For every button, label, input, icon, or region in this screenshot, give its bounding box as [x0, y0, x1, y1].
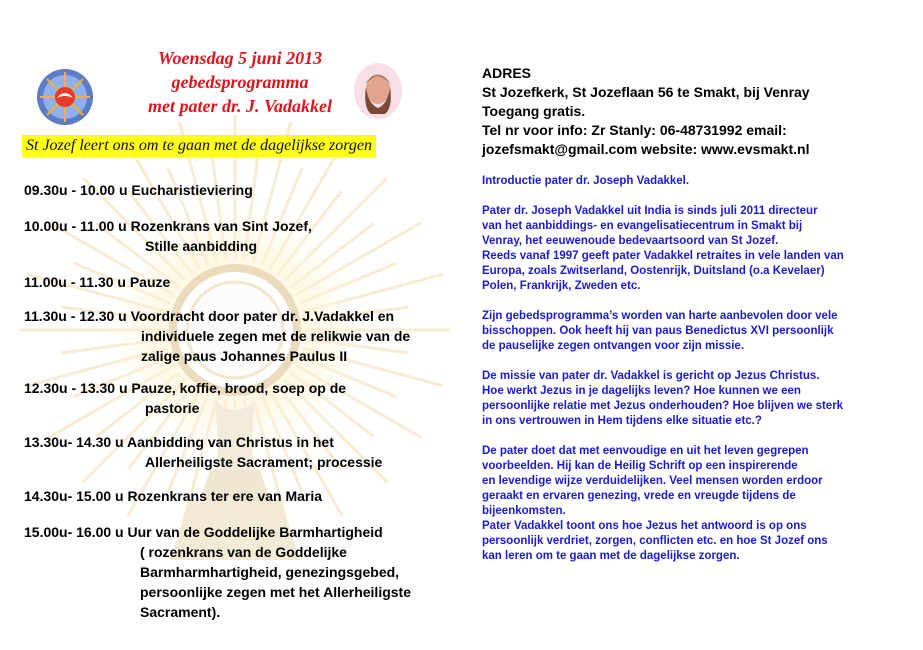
schedule-item: 11.30u - 12.30 u Voordracht door pater dr. J.Vadakkel en individuele zegen met de relikwie van de zalige paus Johannes Paulus II [24, 308, 411, 364]
title-line-date: Woensdag 5 juni 2013 [157, 48, 323, 68]
address-heading: ADRES [482, 65, 532, 81]
schedule-item: 13.30u- 14.30 u Aanbidding van Christus in het Allerheiligste Sacrament; processie [24, 434, 383, 470]
holy-spirit-emblem-icon [36, 68, 94, 126]
address-block [482, 64, 902, 159]
address-line: Toegang gratis. [482, 103, 586, 119]
introduction-text [482, 174, 912, 579]
schedule-item: 14.30u- 15.00 u Rozenkrans ter ere van Maria [24, 488, 323, 504]
address-line: St Jozefkerk, St Jozeflaan 56 te Smakt, bij Venray [482, 84, 810, 100]
intro-heading: Introductie pater dr. Joseph Vadakkel. [482, 175, 690, 187]
schedule-item: 15.00u- 16.00 u Uur van de Goddelijke Barmhartigheid ( rozenkrans van de Goddelijke Barmharmhartigheid, genezingsgebed, persoonlijke zegen met het Allerheiligste Sacrament). [24, 524, 411, 620]
schedule-item: 11.00u - 11.30 u Pauze [24, 274, 171, 290]
intro-paragraph: De pater doet dat met eenvoudige en uit het leven gegrepen voorbeelden. Hij kan de Heilig Schrift op een inspirerende en levendige wijze verduidelijken. Veel mensen worden erdoor geraakt en ervaren genezing, vrede en vreugde tijdens de bijeenkomsten. Pater Vadakkel toont ons hoe Jezus het antwoord is op ons persoonlijk verdriet, zorgen, conflicten etc. en hoe St Jozef ons kan leren om te gaan met de dagelijkse zorgen. [482, 445, 828, 562]
contact-line: Tel nr voor info: Zr Stanly: 06-48731992 email: [482, 122, 787, 138]
intro-paragraph: De missie van pater dr. Vadakkel is gericht op Jezus Christus. Hoe werkt Jezus in je dagelijks leven? Hoe kunnen we een persoonlijke relatie met Jezus onderhouden? Hoe blijven we sterk in ons vertrouwen in Hem tijdens elke situatie etc.? [482, 370, 844, 427]
jesus-portrait-icon [353, 62, 403, 120]
schedule-item: 09.30u - 10.00 u Eucharistieviering [24, 182, 253, 198]
contact-line: jozefsmakt@gmail.com website: www.evsmakt.nl [482, 141, 810, 157]
title-line-program: gebedsprogramma [171, 72, 309, 92]
event-title [120, 46, 360, 118]
intro-paragraph: Zijn gebedsprogramma’s worden van harte aanbevolen door vele bisschoppen. Ook heeft hij van paus Benedictus XVI persoonlijk de pauselijke zegen ontvangen voor zijn missie. [482, 310, 838, 352]
schedule-item: 12.30u - 13.30 u Pauze, koffie, brood, soep op de pastorie [24, 380, 347, 416]
theme-banner: St Jozef leert ons om te gaan met de dagelijkse zorgen [22, 135, 376, 157]
intro-paragraph: Pater dr. Joseph Vadakkel uit India is sinds juli 2011 directeur van het aanbiddings- en evangelisatiecentrum in Smakt bij Venray, het eeuwenoude bedevaartsoord van St Jozef. Reeds vanaf 1997 geeft pater Vadakkel retraites in vele landen van Europa, zoals Zwitserland, Oostenrijk, Duitsland (o.a Kevelaer) Polen, Frankrijk, Zweden etc. [482, 205, 844, 292]
title-line-speaker: met pater dr. J. Vadakkel [148, 96, 332, 116]
schedule-item: 10.00u - 11.00 u Rozenkrans van Sint Jozef, Stille aanbidding [24, 218, 312, 254]
